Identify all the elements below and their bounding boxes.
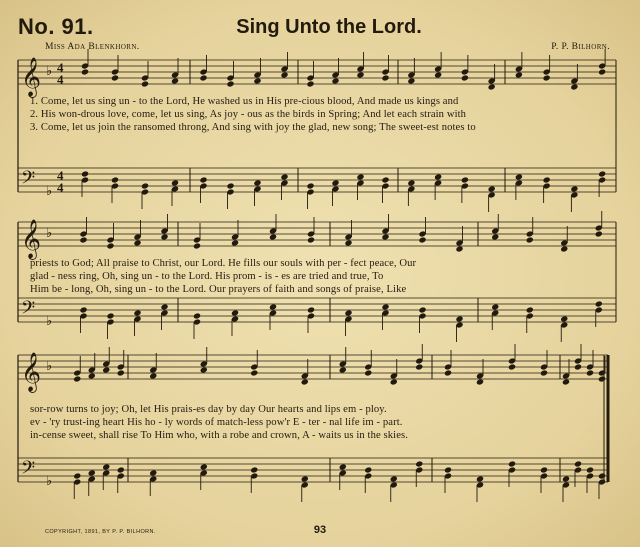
flat-icon: ♭ <box>46 64 53 79</box>
note-head <box>339 366 347 373</box>
time-signature: 4 <box>57 60 64 75</box>
note-head <box>133 239 141 246</box>
note-head <box>149 469 157 476</box>
note-head <box>171 77 179 84</box>
note-head <box>102 366 110 373</box>
note-head <box>444 466 452 473</box>
note-head <box>344 309 352 316</box>
note-head <box>106 242 114 249</box>
lyric-line: 1. Come, let us sing un - to the Lord, He washed us in His pre-cious blood, And made us kings and <box>30 96 459 107</box>
treble-clef-icon: 𝄞 <box>21 219 42 259</box>
note-head <box>102 463 110 470</box>
note-head <box>231 239 239 246</box>
bass-clef-icon: 𝄢 <box>21 168 36 193</box>
note-head <box>461 176 469 183</box>
note-head <box>381 176 389 183</box>
time-signature: 4 <box>57 168 64 183</box>
note-head <box>88 372 96 379</box>
note-head <box>200 463 208 470</box>
note-head <box>415 363 423 370</box>
note-head <box>570 185 578 192</box>
note-head <box>280 173 288 180</box>
note-head <box>444 369 452 376</box>
note-head <box>562 475 570 482</box>
note-head <box>73 375 81 382</box>
note-head <box>515 71 523 78</box>
note-head <box>381 233 389 240</box>
flat-icon: ♭ <box>46 359 53 374</box>
note-head <box>381 74 389 81</box>
note-head <box>461 74 469 81</box>
note-head <box>193 242 201 249</box>
note-head <box>381 303 389 310</box>
flat-icon: ♭ <box>46 184 53 199</box>
note-head <box>574 363 582 370</box>
note-head <box>488 185 496 192</box>
note-head <box>595 300 603 307</box>
note-head <box>540 466 548 473</box>
note-head <box>491 303 499 310</box>
lyric-line: glad - ness ring, Oh, sing un - to the Lord. His prom - is - es are tried and true, To <box>30 271 384 282</box>
note-head <box>540 369 548 376</box>
note-head <box>356 173 364 180</box>
note-head <box>595 230 603 237</box>
note-head <box>88 469 96 476</box>
hymn-number: No. 91. <box>18 14 94 39</box>
lyric-line: Him be - long, Oh, sing un - to the Lord. Our prayers of faith and songs of praise, Like <box>30 284 407 295</box>
note-head <box>455 315 463 322</box>
bass-clef-icon: 𝄢 <box>21 298 36 323</box>
note-head <box>306 182 314 189</box>
note-head <box>171 179 179 186</box>
lyric-line: 3. Come, let us join the ransomed throng, And sing with joy the glad, new song; The sweet-est notes to <box>30 122 476 133</box>
note-head <box>526 306 534 313</box>
note-head <box>141 182 149 189</box>
note-head <box>598 68 606 75</box>
note-head <box>560 245 568 252</box>
note-head <box>111 176 119 183</box>
note-head <box>562 378 570 385</box>
note-head <box>149 372 157 379</box>
note-head <box>226 182 234 189</box>
note-head <box>586 466 594 473</box>
note-head <box>226 80 234 87</box>
note-head <box>269 233 277 240</box>
note-head <box>231 309 239 316</box>
note-head <box>141 80 149 87</box>
note-head <box>543 74 551 81</box>
note-head <box>407 77 415 84</box>
note-head <box>598 170 606 177</box>
note-head <box>117 466 125 473</box>
note-head <box>117 369 125 376</box>
note-head <box>301 475 309 482</box>
note-head <box>160 303 168 310</box>
note-head <box>301 378 309 385</box>
copyright-notice: COPYRIGHT, 1891, BY P. P. BILHORN. <box>45 529 156 535</box>
note-head <box>364 466 372 473</box>
note-head <box>415 460 423 467</box>
composer-credit: P. P. Bilhorn. <box>551 42 610 52</box>
note-head <box>307 236 315 243</box>
note-head <box>253 179 261 186</box>
note-head <box>570 83 578 90</box>
lyricist-credit: Miss Ada Blenkhorn. <box>45 42 140 52</box>
lyric-line: sor-row turns to joy; Oh, let His prais-es day by day Our hearts and lips em - ploy. <box>30 404 387 415</box>
note-head <box>434 71 442 78</box>
note-head <box>306 80 314 87</box>
note-head <box>200 366 208 373</box>
note-head <box>79 236 87 243</box>
note-head <box>133 309 141 316</box>
note-head <box>574 460 582 467</box>
note-head <box>407 179 415 186</box>
note-head <box>111 74 119 81</box>
time-signature: 4 <box>57 72 64 87</box>
note-head <box>253 77 261 84</box>
note-head <box>280 71 288 78</box>
page-number: 93 <box>313 524 327 536</box>
note-head <box>250 369 258 376</box>
bass-clef-icon: 𝄢 <box>21 458 36 483</box>
note-head <box>356 71 364 78</box>
note-head <box>434 173 442 180</box>
note-head <box>307 306 315 313</box>
note-head <box>418 236 426 243</box>
note-head <box>364 369 372 376</box>
lyric-line: in-cense sweet, shall rise To Him who, with a robe and crown, A - waits us in the skies. <box>30 430 408 441</box>
note-head <box>508 460 516 467</box>
note-head <box>508 363 516 370</box>
time-signature: 4 <box>57 180 64 195</box>
lyric-line: priests to God; All praise to Christ, our Lord. He fills our souls with per - fect peace, Our <box>30 258 417 269</box>
flat-icon: ♭ <box>46 474 53 489</box>
treble-clef-icon: 𝄞 <box>21 352 42 392</box>
note-head <box>476 378 484 385</box>
hymn-title: Sing Unto the Lord. <box>236 16 422 38</box>
note-head <box>390 475 398 482</box>
note-head <box>344 239 352 246</box>
note-head <box>515 173 523 180</box>
note-head <box>193 312 201 319</box>
note-head <box>491 233 499 240</box>
note-head <box>73 472 81 479</box>
note-head <box>199 176 207 183</box>
note-head <box>418 306 426 313</box>
note-head <box>598 375 606 382</box>
lyric-line: 2. His won-drous love, come, let us sing, As joy - ous as the birds in Spring; And let each strain with <box>30 109 467 120</box>
note-head <box>476 475 484 482</box>
note-head <box>586 369 594 376</box>
note-head <box>526 236 534 243</box>
note-head <box>250 466 258 473</box>
note-head <box>560 315 568 322</box>
lyric-line: ev - 'ry trust-ing heart His ho - ly words of match-less pow'r E - ter - nal life im - part. <box>30 417 403 428</box>
note-head <box>390 378 398 385</box>
note-head <box>199 74 207 81</box>
note-head <box>455 245 463 252</box>
note-head <box>269 303 277 310</box>
note-head <box>488 83 496 90</box>
note-head <box>81 68 89 75</box>
note-head <box>543 176 551 183</box>
note-head <box>160 233 168 240</box>
treble-clef-icon: 𝄞 <box>21 57 42 97</box>
note-head <box>331 179 339 186</box>
note-head <box>331 77 339 84</box>
note-head <box>79 306 87 313</box>
note-head <box>598 472 606 479</box>
note-head <box>106 312 114 319</box>
note-head <box>339 463 347 470</box>
flat-icon: ♭ <box>46 314 53 329</box>
note-head <box>81 170 89 177</box>
flat-icon: ♭ <box>46 226 53 241</box>
